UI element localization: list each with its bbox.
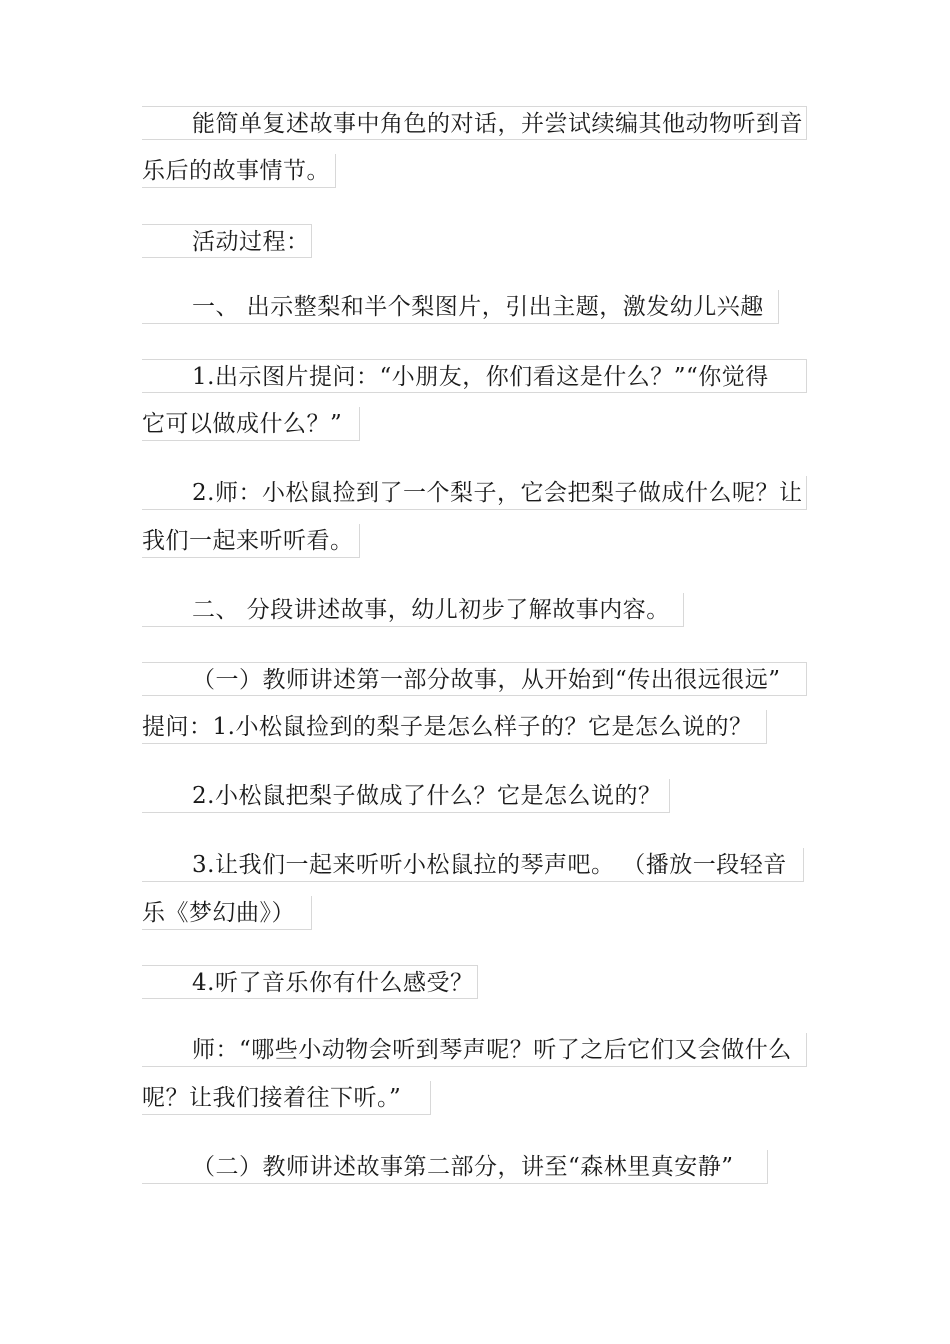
section-heading: 活动过程： bbox=[142, 224, 312, 258]
text-line: 2.师：小松鼠捡到了一个梨子，它会把梨子做成什么呢？让 bbox=[142, 476, 807, 510]
section-heading: 二、 分段讲述故事，幼儿初步了解故事内容。 bbox=[142, 593, 684, 627]
text-line: （二）教师讲述故事第二部分，讲至“森林里真安静” bbox=[142, 1150, 768, 1184]
text-line: 师：“哪些小动物会听到琴声呢？听了之后它们又会做什么 bbox=[142, 1033, 807, 1067]
text-line: 呢？让我们接着往下听。” bbox=[142, 1081, 431, 1115]
text-line: 我们一起来听听看。 bbox=[142, 524, 360, 558]
text-line: 乐《梦幻曲》） bbox=[142, 896, 312, 930]
text-line: 2.小松鼠把梨子做成了什么？它是怎么说的？ bbox=[142, 779, 670, 813]
text-line: 4.听了音乐你有什么感受？ bbox=[142, 965, 478, 999]
text-line: 能简单复述故事中角色的对话，并尝试续编其他动物听到音 bbox=[142, 106, 807, 140]
text-line: 提问：1.小松鼠捡到的梨子是怎么样子的？它是怎么说的？ bbox=[142, 710, 767, 744]
text-line: 3.让我们一起来听听小松鼠拉的琴声吧。 （播放一段轻音 bbox=[142, 848, 804, 882]
section-heading: 一、 出示整梨和半个梨图片，引出主题，激发幼儿兴趣 bbox=[142, 290, 779, 324]
text-line: 它可以做成什么？” bbox=[142, 407, 360, 441]
text-line: （一）教师讲述第一部分故事，从开始到“传出很远很远” bbox=[142, 662, 807, 696]
text-line: 乐后的故事情节。 bbox=[142, 154, 336, 188]
text-line: 1.出示图片提问：“小朋友，你们看这是什么？”“你觉得 bbox=[142, 359, 807, 393]
